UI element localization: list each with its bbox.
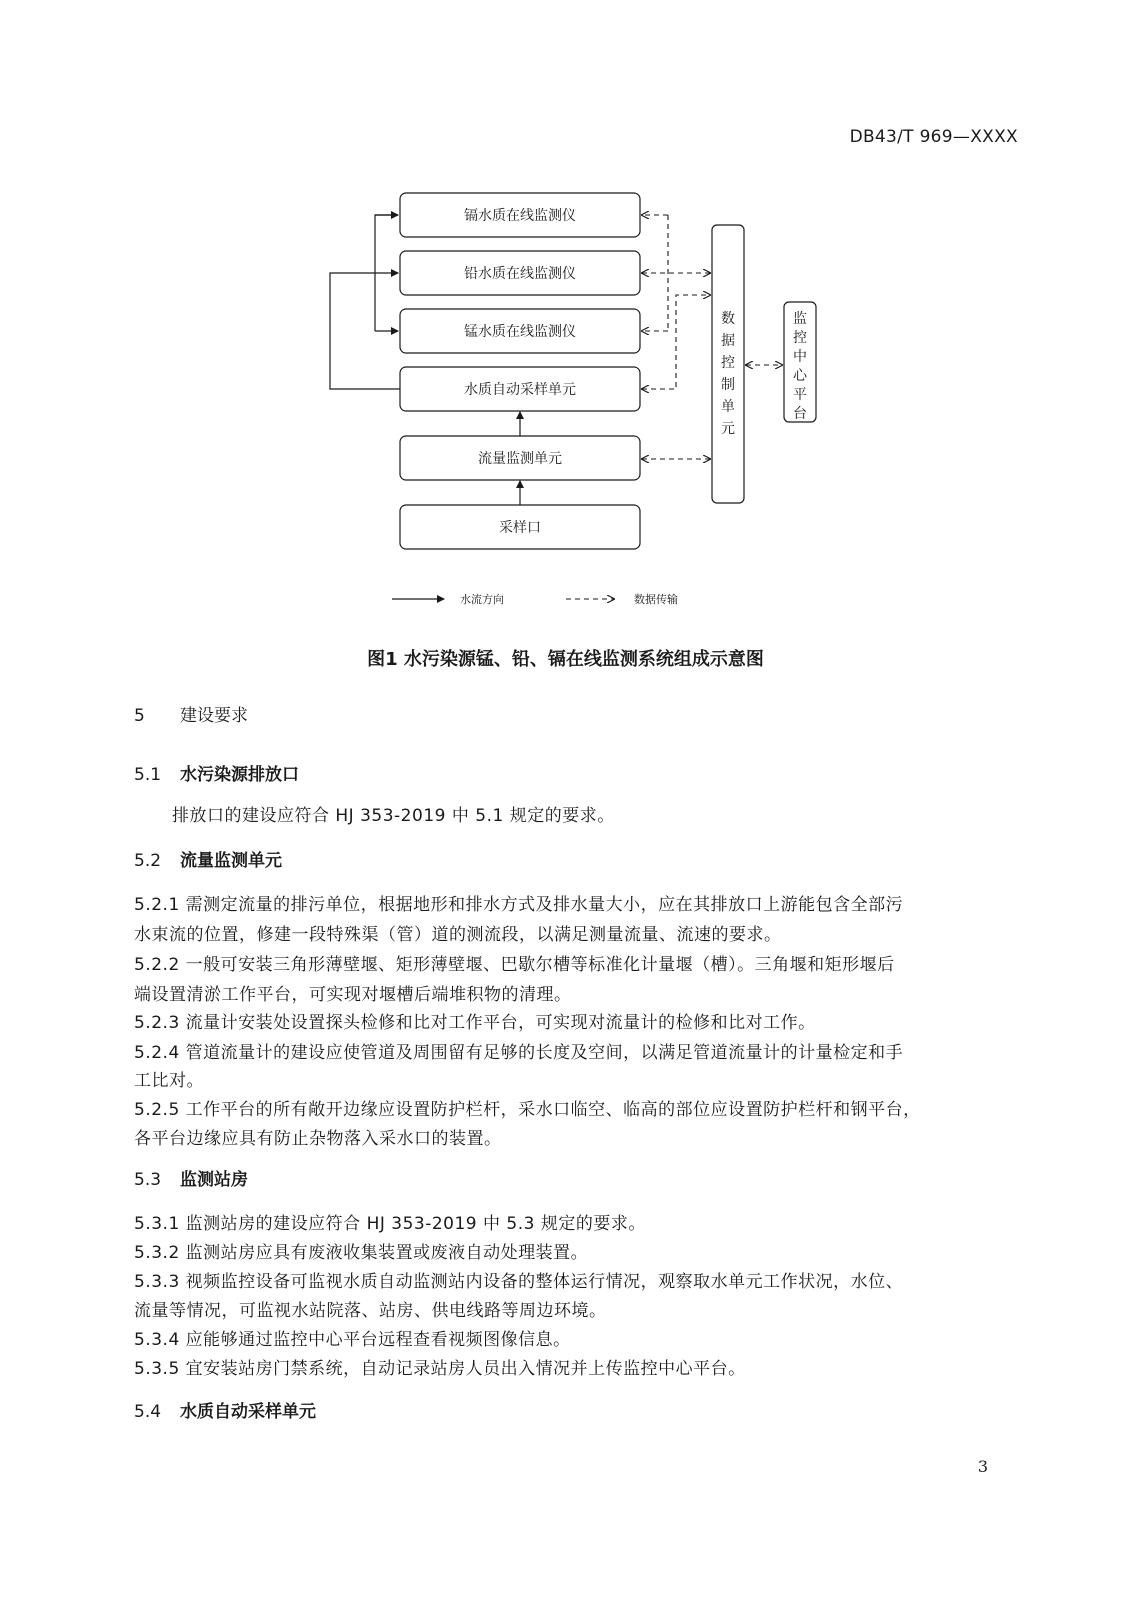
section-title: 水质自动采样单元 (180, 1402, 316, 1422)
section-number: 5.3 (134, 1170, 162, 1190)
section-number: 5 (134, 706, 145, 726)
paragraph-5-2-2-line1: 5.2.2 一般可安装三角形薄壁堰、矩形薄壁堰、巴歇尔槽等标准化计量堰（槽）。三角堰和矩形堰后 (134, 955, 895, 975)
page-number: 3 (977, 1457, 988, 1476)
paragraph-5-3-5: 5.3.5 宜安装站房门禁系统，自动记录站房人员出入情况并上传监控中心平台。 (134, 1359, 746, 1379)
box-monitor-center-label: 监控中心平台 (793, 311, 807, 422)
paragraph-5-2-2-line2: 端设置清淤工作平台，可实现对堰槽后端堆积物的清理。 (134, 985, 572, 1005)
paragraph-5-3-3-line2: 流量等情况，可监视水站院落、站房、供电线路等周边环境。 (134, 1301, 607, 1321)
box-data-control-unit (712, 225, 744, 503)
box-cadmium-analyzer (400, 193, 640, 237)
paragraph-5-2-1-line1: 5.2.1 需测定流量的排污单位，根据地形和排水方式及排水量大小，应在其排放口上游能包含全部污 (134, 895, 904, 915)
paragraph-5-3-3-line1: 5.3.3 视频监控设备可监视水质自动监测站内设备的整体运行情况，观察取水单元工作状况，水位、 (134, 1272, 904, 1292)
box-sampling-unit-label: 水质自动采样单元 (464, 382, 576, 398)
box-sampling-port-label: 采样口 (499, 520, 541, 536)
section-5-4-heading (134, 1399, 1024, 1425)
section-title: 建设要求 (180, 706, 248, 726)
section-5-2-heading (134, 848, 1024, 874)
paragraph-5-2-4-line2: 工比对。 (134, 1071, 204, 1091)
section-5-heading (134, 703, 1024, 729)
box-flow-unit-label: 流量监测单元 (478, 451, 562, 467)
section-5-1-heading (134, 762, 1024, 788)
section-5-3-heading (134, 1167, 1024, 1193)
paragraph-5-3-2: 5.3.2 监测站房应具有废液收集装置或废液自动处理装置。 (134, 1243, 589, 1263)
section-title: 水污染源排放口 (180, 765, 299, 785)
box-flow-unit (400, 436, 640, 480)
paragraph-5-2-3: 5.2.3 流量计安装处设置探头检修和比对工作平台，可实现对流量计的检修和比对工作。 (134, 1013, 816, 1033)
paragraph-5-1: 排放口的建设应符合 HJ 353-2019 中 5.1 规定的要求。 (172, 806, 615, 826)
diagram-legend (392, 592, 678, 606)
legend-data-transfer: 数据传输 (634, 593, 678, 606)
paragraph-5-2-5-line2: 各平台边缘应具有防止杂物落入采水口的装置。 (134, 1129, 502, 1149)
section-number: 5.4 (134, 1402, 162, 1422)
box-data-control-label: 数据控制单元 (721, 311, 735, 437)
paragraph-5-2-1-line2: 水束流的位置，修建一段特殊渠（管）道的测流段，以满足测量流量、流速的要求。 (134, 925, 782, 945)
paragraph-5-2-4-line1: 5.2.4 管道流量计的建设应使管道及周围留有足够的长度及空间，以满足管道流量计的计量检定和手 (134, 1043, 904, 1063)
section-title: 流量监测单元 (180, 851, 282, 871)
box-lead-label: 铅水质在线监测仪 (464, 266, 576, 282)
paragraph-5-3-4: 5.3.4 应能够通过监控中心平台远程查看视频图像信息。 (134, 1330, 571, 1350)
box-sampling-port (400, 505, 640, 549)
box-manganese-label: 锰水质在线监测仪 (464, 324, 576, 340)
system-diagram (320, 185, 840, 625)
box-lead-analyzer (400, 251, 640, 295)
box-monitor-center (784, 302, 816, 422)
paragraph-5-2-5-line1: 5.2.5 工作平台的所有敞开边缘应设置防护栏杆，采水口临空、临高的部位应设置防护栏杆和钢平台， (134, 1100, 921, 1120)
box-sampling-unit (400, 367, 640, 411)
section-number: 5.2 (134, 851, 162, 871)
document-code: DB43/T 969—XXXX (849, 127, 1018, 147)
section-number: 5.1 (134, 765, 162, 785)
paragraph-5-3-1: 5.3.1 监测站房的建设应符合 HJ 353-2019 中 5.3 规定的要求。 (134, 1214, 646, 1234)
legend-water-flow: 水流方向 (460, 593, 504, 606)
section-title: 监测站房 (180, 1170, 248, 1190)
figure-caption: 图1 水污染源锰、铅、镉在线监测系统组成示意图 (367, 649, 764, 670)
box-manganese-analyzer (400, 309, 640, 353)
box-cadmium-label: 镉水质在线监测仪 (464, 208, 576, 224)
